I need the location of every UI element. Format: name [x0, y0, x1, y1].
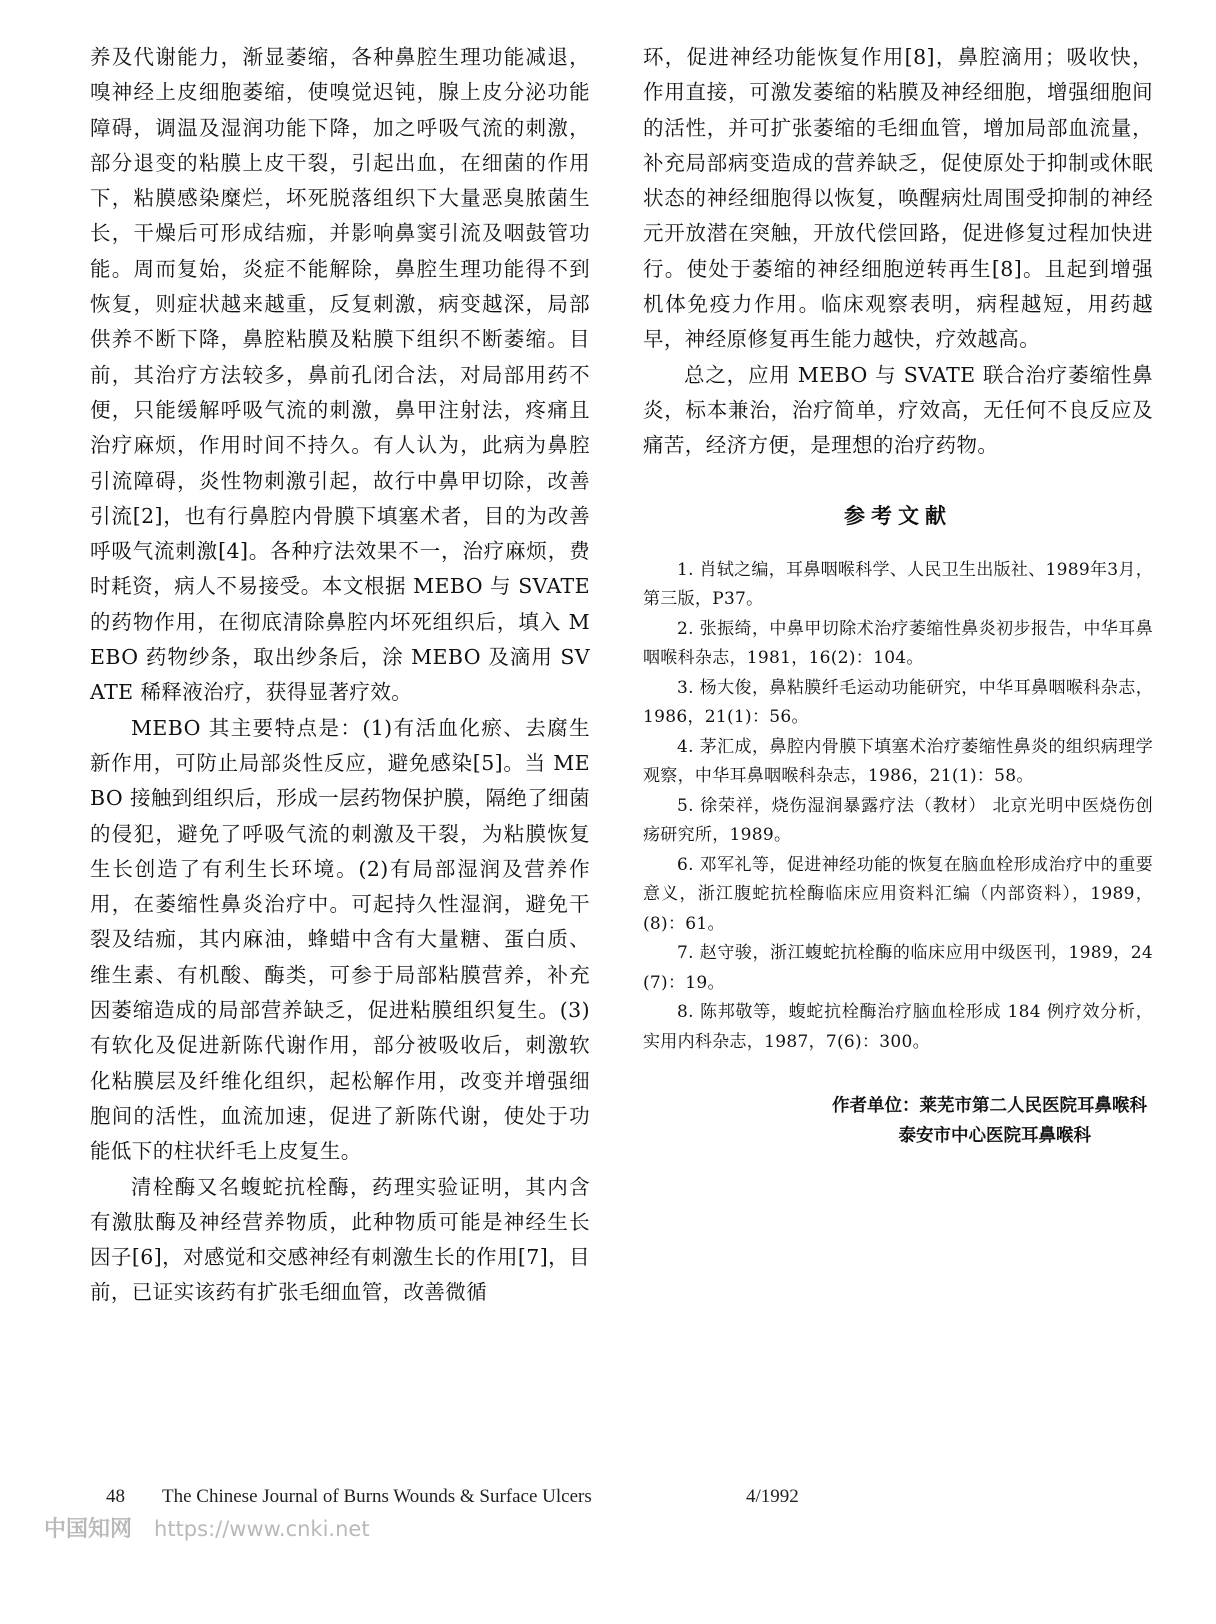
- reference-item: 6. 邓军礼等，促进神经功能的恢复在脑血栓形成治疗中的重要意义，浙江腹蛇抗栓酶临床应用资料汇编（内部资料），1989，(8)：61。: [643, 854, 1153, 934]
- references-title: 参考文献: [844, 503, 952, 528]
- paragraph-mebo: MEBO 其主要特点是：(1)有活血化瘀、去腐生新作用，可防止局部炎性反应，避免感染[5]。当 MEBO 接触到组织后，形成一层药物保护膜，隔绝了细菌的侵犯，避免了呼吸气流的刺激及干裂，为粘膜恢复生长创造了有利生长环境。(2)有局部湿润及营养作用，在萎缩性鼻炎治疗中。可起持久性湿润，避免干裂及结痂，其内麻油，蜂蜡中含有大量糖、蛋白质、维生素、有机酸、酶类，可参于局部粘膜营养，补充因萎缩造成的局部营养缺乏，促进粘膜组织复生。(3)有软化及促进新陈代谢作用，部分被吸收后，刺激软化粘膜层及纤维化组织，起松解作用，改变并增强细胞间的活性，血流加速，促进了新陈代谢，使处于功能低下的柱状纤毛上皮复生。: [90, 715, 590, 1164]
- reference-item: 2. 张振绮，中鼻甲切除术治疗萎缩性鼻炎初步报告，中华耳鼻咽喉科杂志，1981，16(2)：104。: [643, 618, 1153, 669]
- left-column: [90, 40, 590, 1311]
- page-number: 48: [106, 1486, 125, 1507]
- reference-item: 3. 杨大俊，鼻粘膜纤毛运动功能研究，中华耳鼻咽喉科杂志，1986，21(1)：56。: [643, 677, 1153, 728]
- author-unit-2: 泰安市中心医院耳鼻喉科: [898, 1126, 1091, 1147]
- paragraph-intro: 养及代谢能力，渐显萎缩，各种鼻腔生理功能减退，嗅神经上皮细胞萎缩，使嗅觉迟钝，腺上皮分泌功能障碍，调温及湿润功能下降，加之呼吸气流的刺激，部分退变的粘膜上皮干裂，引起出血，在细菌的作用下，粘膜感染糜烂，坏死脱落组织下大量恶臭脓菌生长，干燥后可形成结痂，并影响鼻窦引流及咽鼓管功能。周而复始，炎症不能解除，鼻腔生理功能得不到恢复，则症状越来越重，反复刺激，病变越深，局部供养不断下降，鼻腔粘膜及粘膜下组织不断萎缩。目前，其治疗方法较多，鼻前孔闭合法，对局部用药不便，只能缓解呼吸气流的刺激，鼻甲注射法，疼痛且治疗麻烦，作用时间不持久。有人认为，此病为鼻腔引流障碍，炎性物刺激引起，故行中鼻甲切除，改善引流[2]，也有行鼻腔内骨膜下填塞术者，目的为改善呼吸气流刺激[4]。各种疗法效果不一，治疗麻烦，费时耗资，病人不易接受。本文根据 MEBO 与 SVATE 的药物作用，在彻底清除鼻腔内坏死组织后，填入 MEBO 药物纱条，取出纱条后，涂 MEBO 及滴用 SVATE 稀释液治疗，获得显著疗效。: [90, 45, 590, 705]
- paragraph-svate: 清栓酶又名蝮蛇抗栓酶，药理实验证明，其内含有激肽酶及神经营养物质，此种物质可能是神经生长因子[6]，对感觉和交感神经有刺激生长的作用[7]，目前，已证实该药有扩张毛细血管，改善微循: [90, 1174, 590, 1305]
- issue-number: 4/1992: [746, 1486, 799, 1507]
- paragraph-conclusion: 总之，应用 MEBO 与 SVATE 联合治疗萎缩性鼻炎，标本兼治，治疗简单，疗效高，无任何不良反应及痛苦，经济方便，是理想的治疗药物。: [643, 362, 1153, 458]
- reference-item: 4. 茅汇成，鼻腔内骨膜下填塞术治疗萎缩性鼻炎的组织病理学观察，中华耳鼻咽喉科杂志，1986，21(1)：58。: [643, 736, 1153, 787]
- author-unit-1: 作者单位：莱芜市第二人民医院耳鼻喉科: [832, 1096, 1147, 1117]
- paragraph-continued: 环，促进神经功能恢复作用[8]，鼻腔滴用；吸收快，作用直接，可激发萎缩的粘膜及神经细胞，增强细胞间的活性，并可扩张萎缩的毛细血管，增加局部血流量，补充局部病变造成的营养缺乏，促使原处于抑制或休眠状态的神经细胞得以恢复，唤醒病灶周围受抑制的神经元开放潜在突触，开放代偿回路，促进修复过程加快进行。使处于萎缩的神经细胞逆转再生[8]。且起到增强机体免疫力作用。临床观察表明，病程越短，用药越早，神经原修复再生能力越快，疗效越高。: [643, 45, 1153, 352]
- right-column: [643, 40, 1153, 1151]
- cnki-watermark: [44, 1512, 370, 1543]
- author-units: [643, 1091, 1153, 1151]
- reference-item: 7. 赵守骏，浙江蝮蛇抗栓酶的临床应用中级医刊，1989，24(7)：19。: [643, 943, 1153, 993]
- cnki-logo: 中国知网: [44, 1517, 133, 1542]
- reference-item: 8. 陈邦敬等，蝮蛇抗栓酶治疗脑血栓形成 184 例疗效分析，实用内科杂志，1987，7(6)：300。: [643, 1002, 1153, 1052]
- reference-item: 5. 徐荣祥，烧伤湿润暴露疗法（教材） 北京光明中医烧伤创疡研究所，1989。: [643, 795, 1153, 846]
- cnki-url: https://www.cnki.net: [154, 1517, 370, 1541]
- reference-item: 1. 肖轼之编，耳鼻咽喉科学、人民卫生出版社、1989年3月，第三版，P37。: [643, 559, 1154, 610]
- reference-list: [643, 556, 1153, 1058]
- journal-title: The Chinese Journal of Burns Wounds & Surface Ulcers: [162, 1486, 592, 1507]
